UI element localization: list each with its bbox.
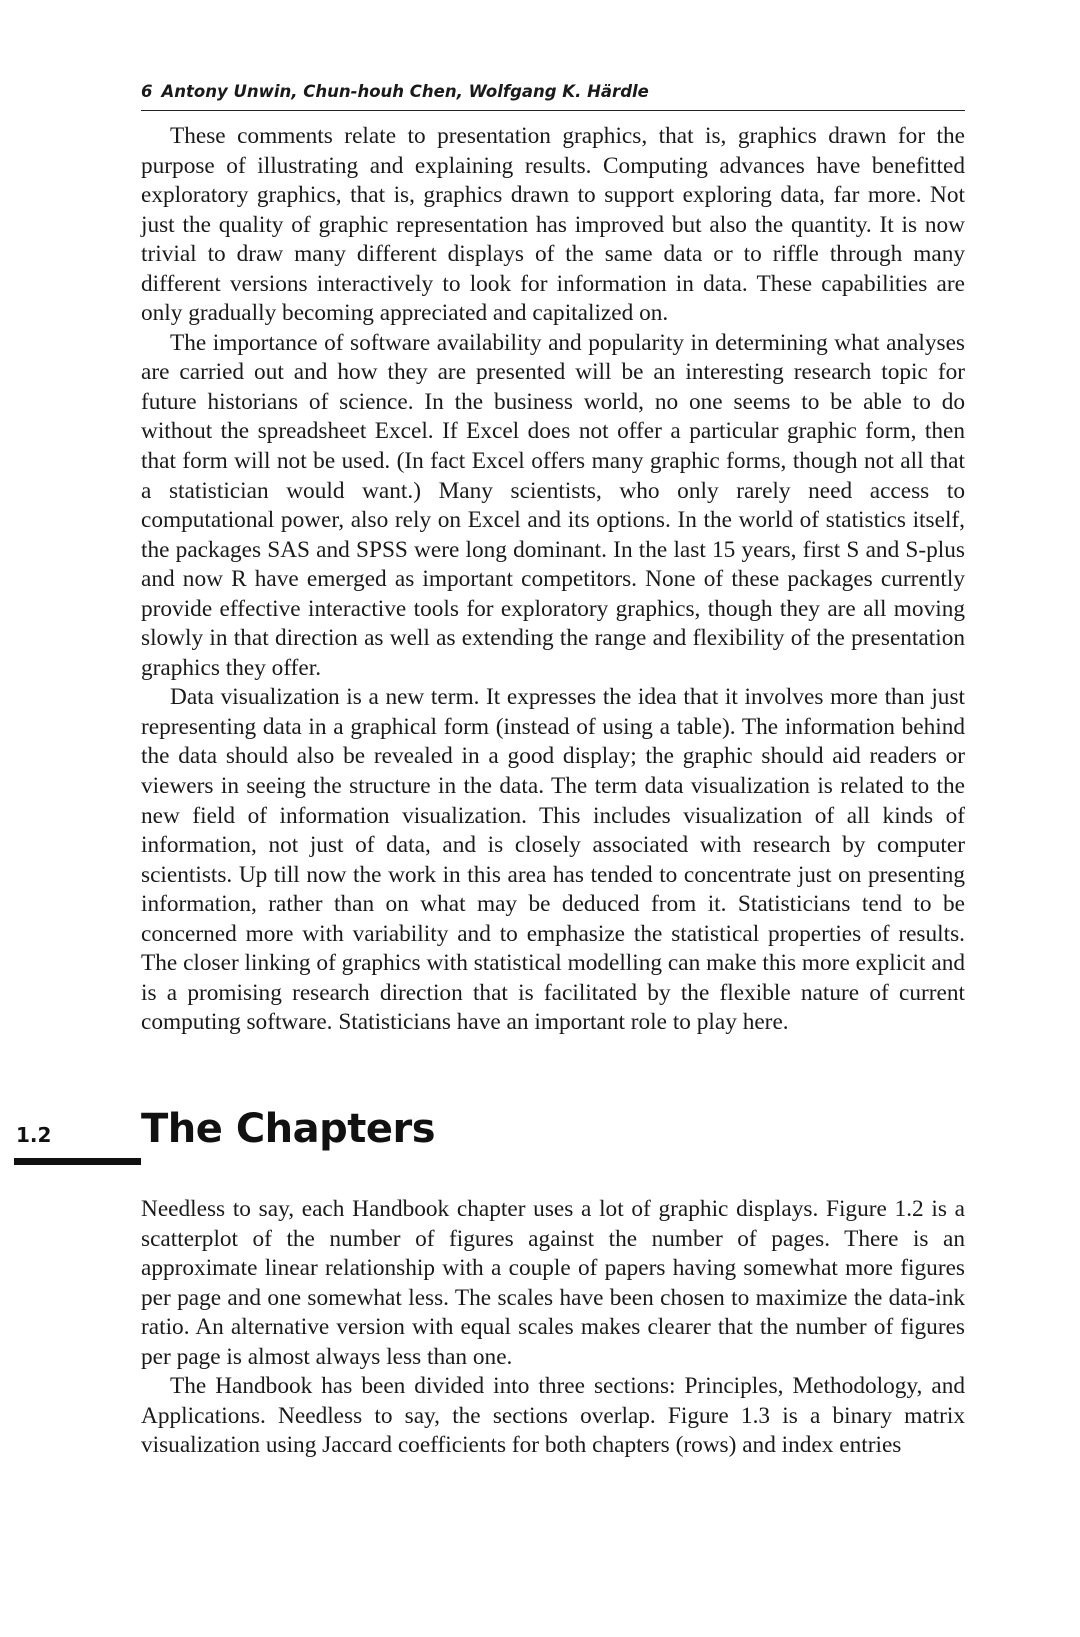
paragraph: These comments relate to presentation graphics, that is, graphics drawn for the purpose of illustrating and explaining results. Computing advances have benefitted exploratory graphics, that is, graphics drawn to support exploring data, far more. Not just the quality of graphic representation has improved but also the quantity. It is now trivial to draw many different displays of the same data or to riffle through many different versions interactively to look for information in data. These capabilities are only gradually becoming appreciated and capitalized on. (141, 123, 965, 327)
paragraph: The importance of software availability and popularity in determining what analyses are carried out and how they are presented will be an interesting research topic for future historians of science. In the business world, no one seems to be able to do without the spreadsheet Excel. If Excel does not offer a particular graphic form, then that form will not be used. (In fact Excel offers many graphic forms, though not all that a statistician would want.) Many scientists, who only rarely need access to computational power, also rely on Excel and its options. In the world of statistics itself, the packages SAS and SPSS were long dominant. In the last 15 years, first S and S-plus and now R have emerged as important competitors. None of these packages currently provide effective interactive tools for exploratory graphics, though they are all moving slowly in that direction as well as extending the range and flexibility of the presentation graphics they offer. (141, 329, 965, 681)
section-title: The Chapters (141, 1106, 436, 1152)
section-rule (14, 1158, 141, 1165)
paragraph: Data visualization is a new term. It expresses the idea that it involves more than just representing data in a graphical form (instead of using a table). The information behind the data should also be revealed in a good display; the graphic should aid readers or viewers in seeing the structure in the data. The term data visualization is related to the new field of information visualization. This includes visualization of all kinds of information, not just of data, and is closely associated with research by computer scientists. Up till now the work in this area has tended to concentrate just on presenting information, rather than on what may be deduced from it. Statisticians tend to be concerned more with variability and to emphasize the statistical properties of results. The closer linking of graphics with statistical modelling can make this more explicit and is a promising research direction that is facilitated by the flexible nature of current computing software. Statisticians have an important role to play here. (141, 684, 965, 1036)
section-number: 1.2 (16, 1123, 52, 1147)
running-head (141, 80, 965, 111)
paragraph: Needless to say, each Handbook chapter uses a lot of graphic displays. Figure 1.2 is a scatterplot of the number of figures against the number of pages. There is an approximate linear relationship with a couple of papers having somewhat more figures per page and one somewhat less. The scales have been chosen to maximize the data-ink ratio. An alternative version with equal scales makes clearer that the number of figures per page is almost always less than one. (141, 1196, 965, 1370)
body-text-after-section (141, 1195, 965, 1461)
body-text-before-section (141, 122, 965, 1038)
running-head-authors: Antony Unwin, Chun-houh Chen, Wolfgang K. Härdle (161, 82, 649, 101)
paragraph: The Handbook has been divided into three sections: Principles, Methodology, and Applications. Needless to say, the sections overlap. Figure 1.3 is a binary matrix visualization using Jaccard coefficients for both chapters (rows) and index entries (141, 1373, 965, 1459)
page-number: 6 (141, 82, 153, 101)
